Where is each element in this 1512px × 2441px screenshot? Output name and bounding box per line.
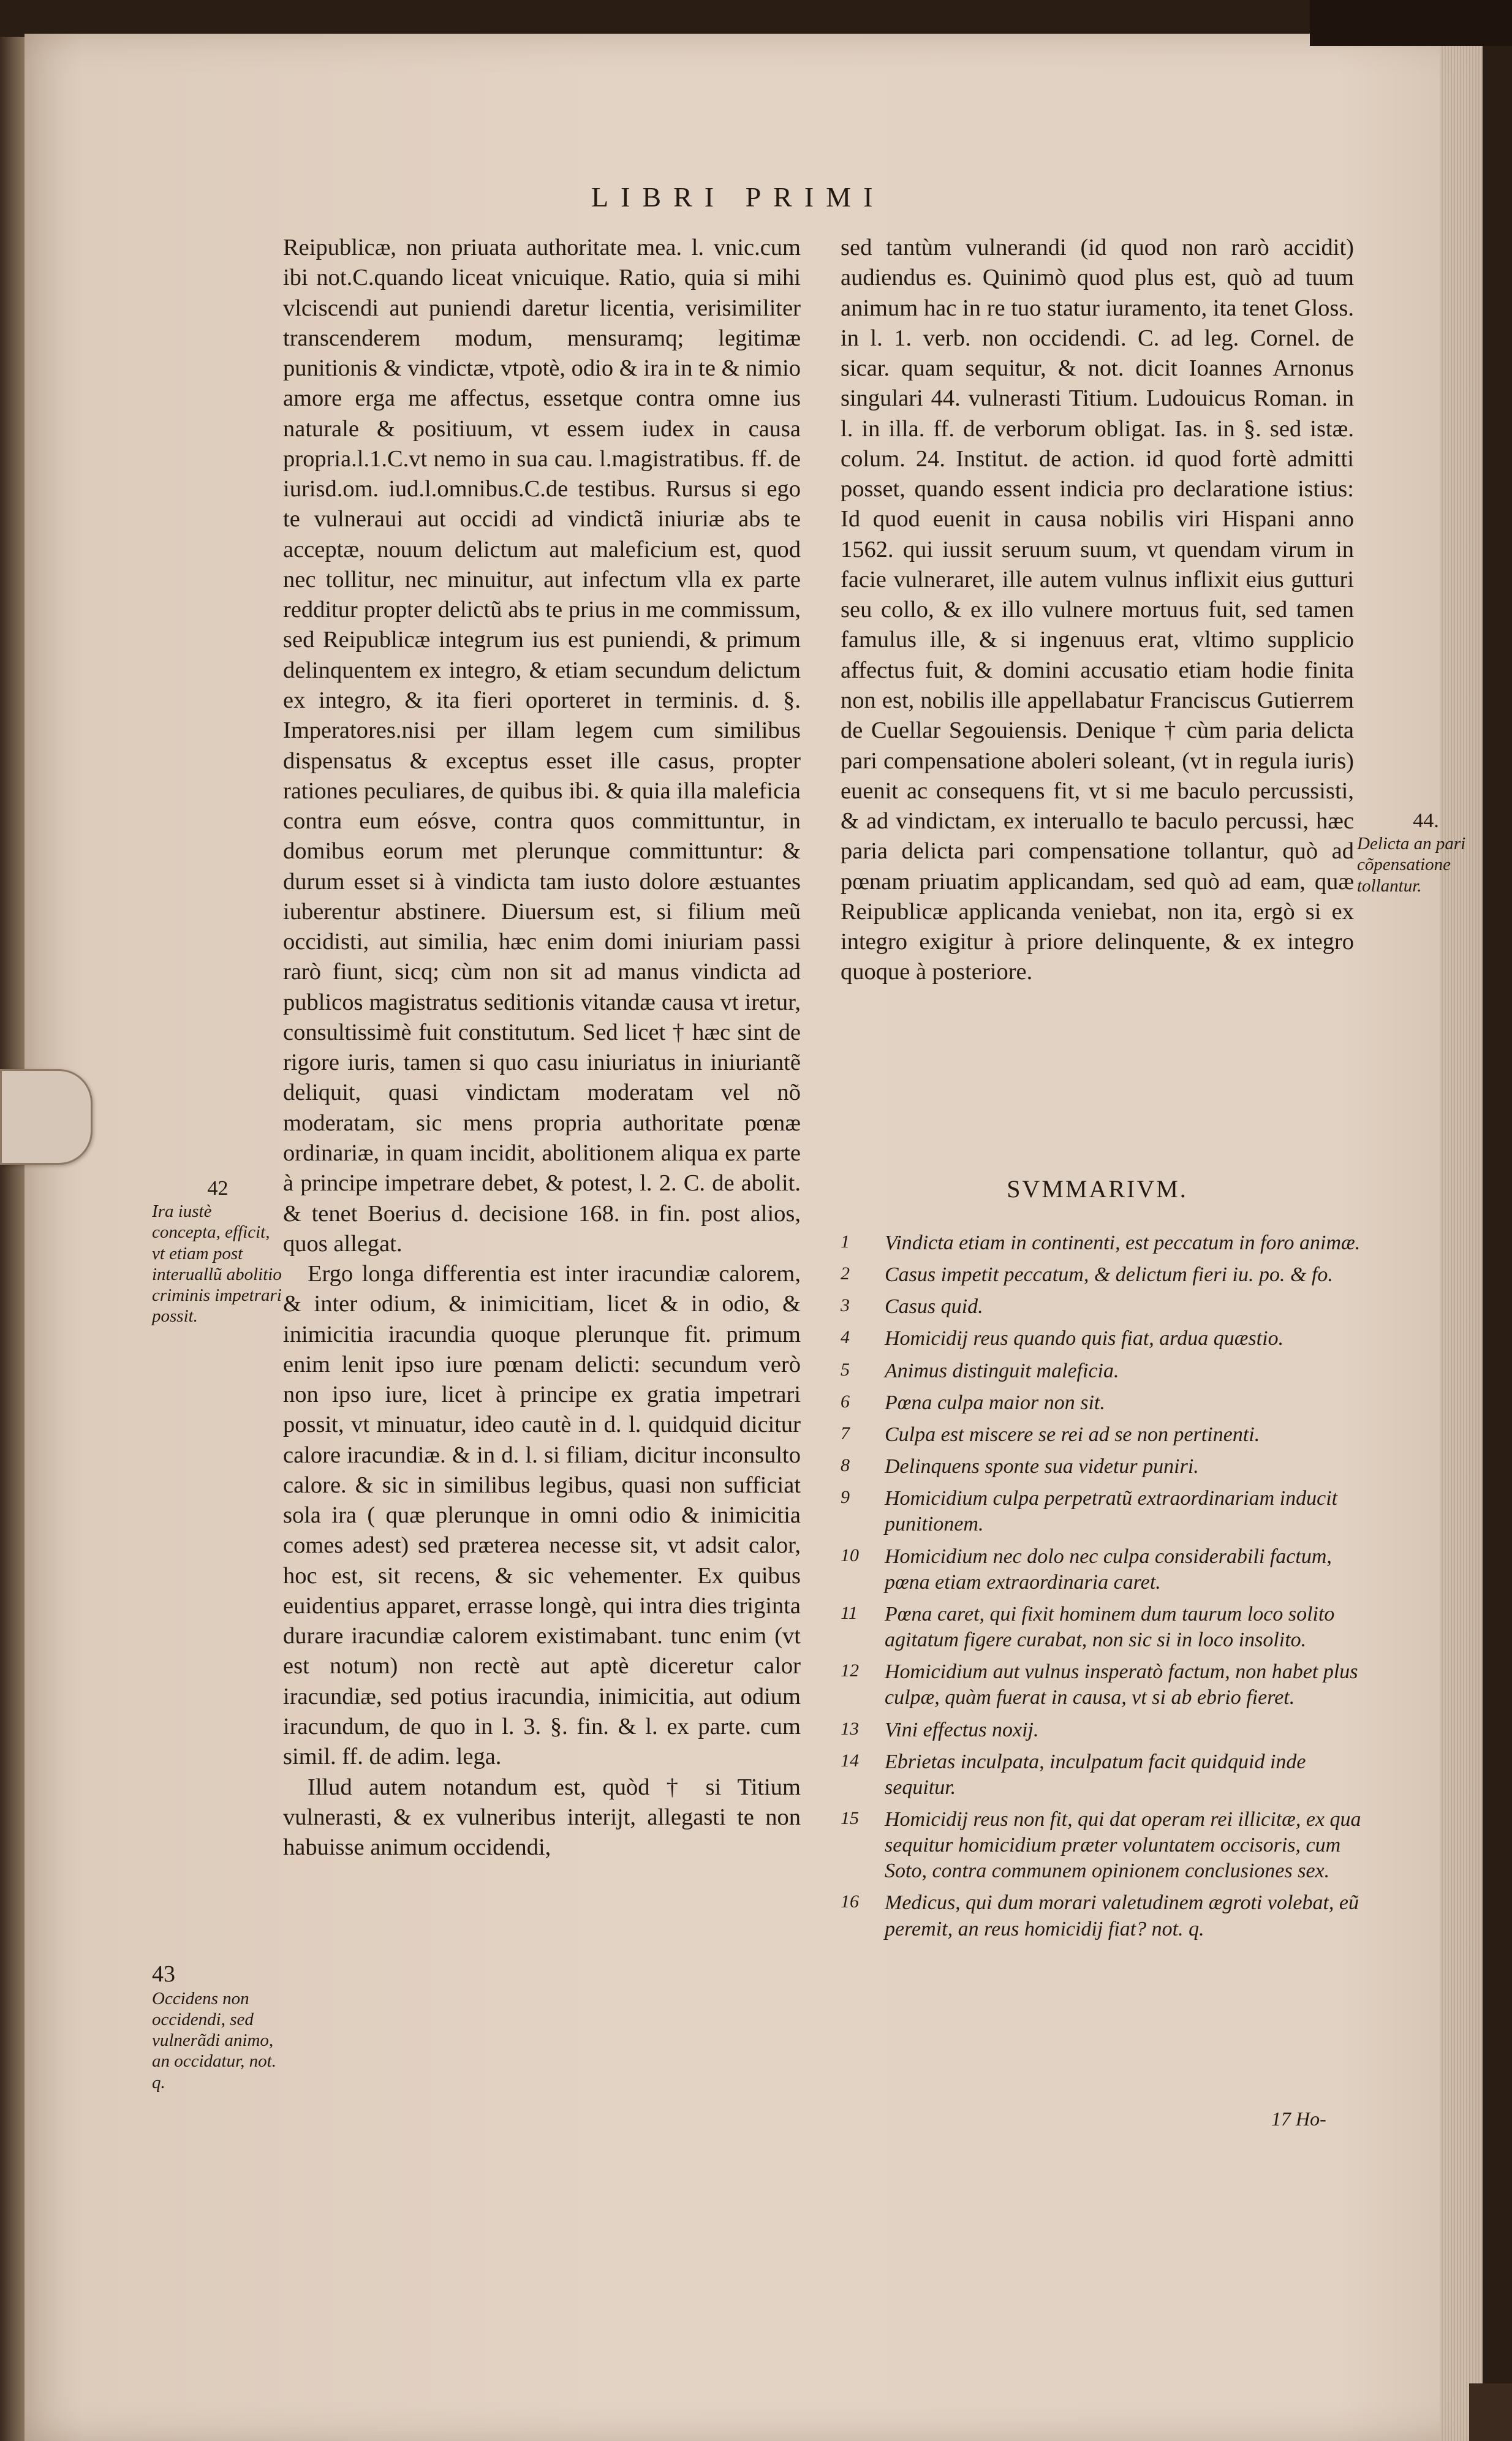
summary-item [841, 1602, 1361, 1653]
right-column [841, 233, 1354, 988]
spine-band [1469, 2383, 1512, 2441]
margin-number: 43 [152, 1961, 175, 1987]
summary-item-text: Pœna caret, qui fixit hominem dum taurum loco solito agitatum figere curabat, non sic si in loco insolito. [885, 1602, 1335, 1652]
summary-item-number: 2 [841, 1263, 850, 1284]
summary-item [841, 1454, 1361, 1480]
margin-note-44 [1357, 809, 1495, 896]
running-head: LIBRI PRIMI [591, 181, 885, 213]
left-paragraph-3: Illud autem notandum est, quòd † si Titium vulnerasti, & ex vulneribus interijt, allegasti te non habuisse animum occidendi, [283, 1774, 801, 1861]
summary-item-text: Delinquens sponte sua videtur puniri. [885, 1455, 1199, 1478]
summary-item [841, 1358, 1361, 1384]
page-edge [1440, 34, 1483, 2441]
summary-item-number: 11 [841, 1602, 858, 1623]
summary-item [841, 1486, 1361, 1537]
summary-item [841, 1749, 1361, 1801]
summary-item-text: Ebrietas inculpata, inculpatum facit quidquid inde sequitur. [885, 1750, 1306, 1799]
summary-item [841, 1230, 1361, 1256]
summary-list [841, 1230, 1361, 1948]
summary-item-text: Medicus, qui dum morari valetudinem ægroti volebat, eũ peremit, an reus homicidij fiat? not. q. [885, 1891, 1359, 1940]
summary-item-text: Homicidium aut vulnus insperatò factum, non habet plus culpæ, quàm fuerat in causa, vt si ab ebrio fieret. [885, 1660, 1358, 1709]
summary-item-text: Homicidij reus non fit, qui dat operam rei illicitæ, ex qua sequitur homicidium præter voluntatem occisoris, cum Soto, contra communem opinionem conclusiones sex. [885, 1807, 1361, 1883]
page-tab-marker[interactable] [0, 1069, 93, 1165]
summary-item-number: 15 [841, 1807, 859, 1828]
summary-item-number: 9 [841, 1487, 850, 1508]
summary-item-number: 4 [841, 1327, 850, 1348]
catchword: 17 Ho- [1271, 2108, 1326, 2130]
summary-item-number: 16 [841, 1891, 859, 1912]
summary-item-number: 12 [841, 1660, 859, 1681]
summary-item-text: Culpa est miscere se rei ad se non pertinenti. [885, 1423, 1260, 1446]
summary-item-text: Casus quid. [885, 1295, 983, 1319]
summary-item [841, 1262, 1361, 1288]
summary-item-text: Homicidij reus quando quis fiat, ardua quæstio. [885, 1327, 1284, 1350]
margin-number: 44. [1413, 809, 1439, 832]
summary-item-text: Casus impetit peccatum, & delictum fieri iu. po. & fo. [885, 1263, 1333, 1287]
summary-item-text: Pœna culpa maior non sit. [885, 1391, 1105, 1414]
summary-item [841, 1717, 1361, 1743]
margin-number: 42 [207, 1177, 229, 1200]
left-column [283, 233, 801, 1863]
summary-item-number: 8 [841, 1455, 850, 1476]
summary-item-text: Animus distinguit maleficia. [885, 1359, 1119, 1382]
background-corner [1310, 0, 1512, 46]
summary-item [841, 1890, 1361, 1942]
summary-item [841, 1659, 1361, 1711]
left-paragraph-2: Ergo longa differentia est inter iracundiæ calorem, & inter odium, & inimicitiam, licet & in odio, & inimicitia iracundia quoque plerunque fit. primum enim lenit ipso iure pœnam delicti: secundum verò non ipso iure, licet à principe ex gratia impetrari possit, vt minuatur, ideo cautè in d. l. quidquid dicitur calore iracundiæ. & in d. l. si filiam, dicitur inconsulto calore. & sic in similibus legibus, quasi non sufficiat sola ira ( quæ plerunque in omni odio & inimicitia comes adest) sed præterea necesse sit, vt adsit calor, hoc est, sit recens, & sic vehementer. Ex quibus euidentius apparet, errasse longè, qui intra dies triginta durare iracundiæ calorem existimabant. tunc enim (vt est notum) non rectè aut aptè diceretur calor iracundiæ, sed potius iracundia, inimicitia, aut odium iracundum, de quo in l. 3. §. fin. & l. ex parte. cum simil. ff. de adim. lega. [283, 1261, 801, 1770]
summary-item [841, 1390, 1361, 1416]
summary-item-number: 1 [841, 1232, 850, 1252]
summary-item-number: 14 [841, 1750, 859, 1771]
summary-item [841, 1326, 1361, 1352]
summary-item-text: Homicidium culpa perpetratũ extraordinariam inducit punitionem. [885, 1487, 1338, 1536]
margin-note-text: Delicta an pari cõpensatione tollantur. [1357, 834, 1466, 896]
summary-item-text: Vini effectus noxij. [885, 1718, 1039, 1741]
summary-item-number: 6 [841, 1391, 850, 1412]
left-paragraph-1: Reipublicæ, non priuata authoritate mea. l. vnic.cum ibi not.C.quando liceat vnicuique. Ratio, quia si mihi vlciscendi aut puniendi daretur licentia, verisimiliter transcenderem modum, mensuramq; legitimæ punitionis & vindictæ, vtpotè, odio & ira in te & nimio amore erga me affectus, essetque contra omne ius naturale & positiuum, vt essem iudex in causa propria.l.1.C.vt nemo in sua cau. l.magistratibus. ff. de iurisd.om. iud.l.omnibus.C.de testibus. Rursus si ego te vulneraui aut occidi ad vindictã iniuriæ abs te acceptæ, nouum delictum aut maleficium est, quod nec tollitur, nec minuitur, aut infectum vlla ex parte redditur propter delictũ abs te prius in me commissum, sed Reipublicæ integrum ius est puniendi, & primum delinquentem ex integro, & etiam secundum delictum ex integro, & ita fieri oporteret in terminis. d. §. Imperatores.nisi per illam legem cum similibus dispensatus & exceptus esset ille casus, propter rationes peculiares, de quibus ibi. & quia illa maleficia contra eum eósve, contra quos committuntur, in domibus eorum met plerunque committuntur: & durum esset si à vindicta tam iusto dolore æstuantes iuberentur abstinere. Diuersum est, si filium meũ occidisti, aut similia, hæc enim domi iniuriam passi rarò fiunt, sicq; cùm non sit ad manus vindicta ad publicos magistratus seditionis vitandæ causa vt iretur, consultissimè fuit constitutum. Sed licet † hæc sint de rigore iuris, tamen si quo casu iniuriatus in iniuriantẽ deliquit, quasi vindictam moderatam vel nõ moderatam, sic mens propria authoritate pœnæ ordinariæ, in quam incidit, abolitionem aliqua ex parte à principe impetrare debet, & potest, l. 2. C. de abolit. & tenet Boerius d. decisione 168. in fin. post alios, quos allegat. [283, 235, 801, 1257]
summary-item [841, 1544, 1361, 1595]
summary-item-text: Vindicta etiam in continenti, est peccatum in foro animæ. [885, 1232, 1361, 1254]
summary-item [841, 1422, 1361, 1448]
summary-item-text: Homicidium nec dolo nec culpa considerabili factum, pœna etiam extraordinaria caret. [885, 1545, 1332, 1594]
margin-note-text: Ira iustè concepta, efficit, vt etiam post interuallũ abolitio criminis impetrari possit. [152, 1202, 282, 1326]
margin-note-text: Occidens non occidendi, sed vulnerãdi animo, an occidatur, not. q. [152, 1988, 276, 2092]
summary-item-number: 3 [841, 1295, 850, 1316]
margin-note-42 [152, 1176, 284, 1326]
right-paragraph-1: sed tantùm vulnerandi (id quod non rarò accidit) audiendus es. Quinimò quod plus est, quò ad tuum animum hac in re tuo statur iuramento, ita tenet Gloss. in l. 1. verb. non occidendi. C. ad leg. Cornel. de sicar. quam sequitur, & not. dicit Ioannes Arnonus singulari 44. vulnerasti Titium. Ludouicus Roman. in l. in illa. ff. de verborum obligat. Ias. in §. sed istæ. colum. 24. Institut. de action. id quod fortè admitti posset, quando essent indicia pro declaratione istius: Id quod euenit in causa nobilis viri Hispani anno 1562. qui iussit seruum suum, vt quendam virum in facie vulneraret, ille autem vulnus inflixit eius gutturi seu collo, & ex illo vulnere mortuus fuit, sed tamen famulus ille, & si ingenuus erat, vltimo supplicio affectus fuit, & domini accusatio etiam hodie finita non est, nobilis ille appellabatur Franciscus Gutierrem de Cuellar Segouiensis. Denique † cùm paria delicta pari compensatione aboleri soleant, (vt in regula iuris) euenit ac consequens fit, vt si me baculo percussisti, & ad vindictam, ex interuallo te baculo percussi, hæc paria delicta pari compensatione tollantur, quò ad pœnam priuatim applicandam, sed quò ad eam, quæ Reipublicæ applicanda veniebat, non ita, ergò si ex integro exigitur à priore delinquente, & ex integro quoque à posteriore. [841, 235, 1354, 985]
summary-item-number: 13 [841, 1718, 859, 1739]
summary-item-number: 5 [841, 1359, 850, 1380]
summary-item [841, 1807, 1361, 1884]
summary-heading: SVMMARIVM. [1007, 1175, 1188, 1203]
summary-item-number: 7 [841, 1423, 850, 1444]
summary-item [841, 1294, 1361, 1320]
summary-item-number: 10 [841, 1545, 859, 1565]
margin-note-43 [152, 1961, 284, 2093]
